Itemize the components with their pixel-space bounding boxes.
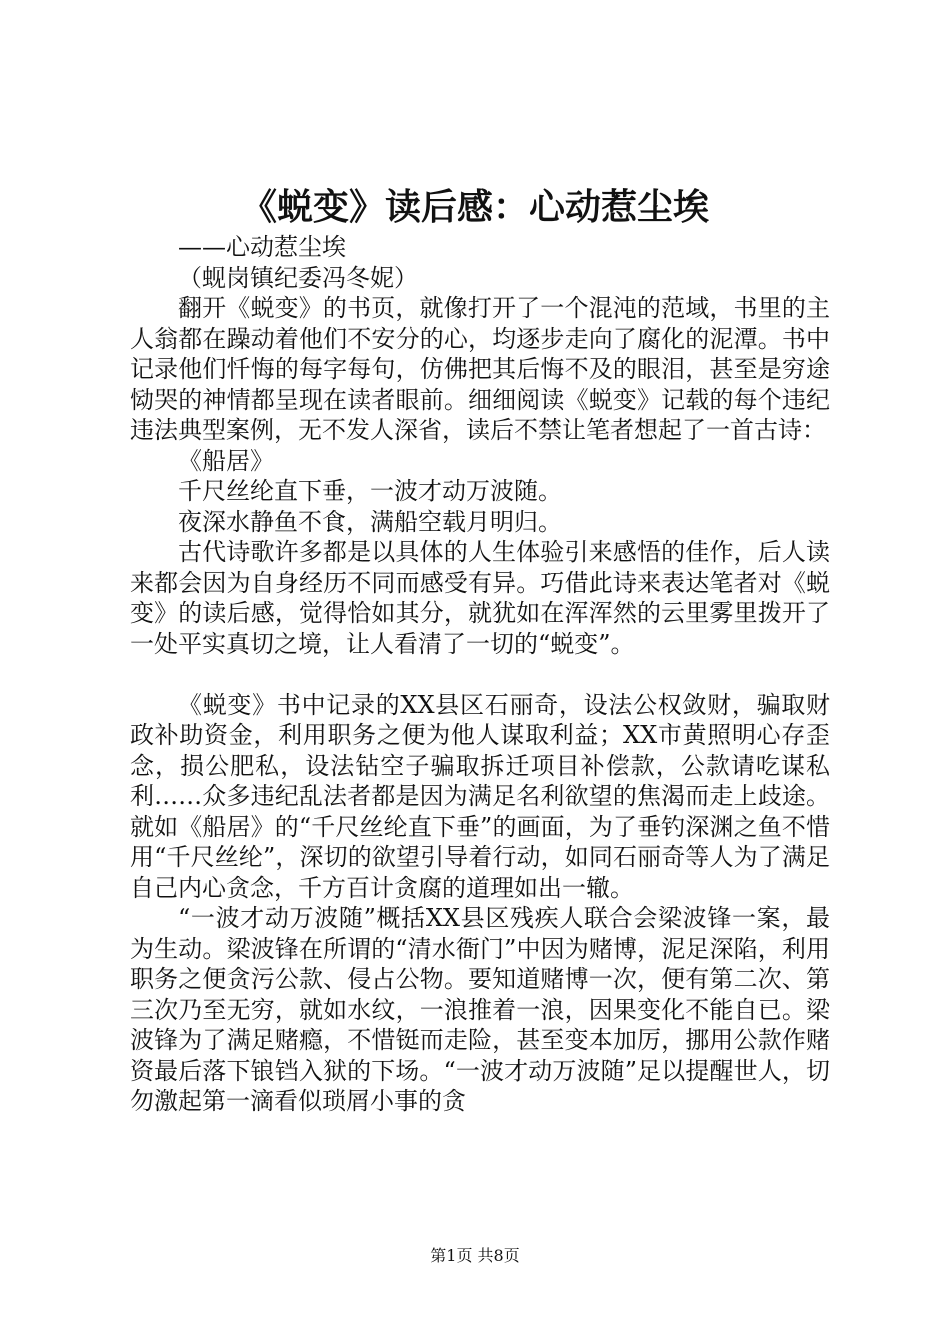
poem-line: 千尺丝纶直下垂，一波才动万波随。 bbox=[178, 477, 562, 505]
page-footer: 第1页 共8页 bbox=[430, 1246, 520, 1265]
paragraph: “一波才动万波随”概括XX县区残疾人联合会梁波锋一案，最为生动。梁波锋在所谓的“清水衙门”中因为赌博，泥足深陷，利用职务之便贪污公款、侵占公物。要知道赌博一次，便有第二次、第三次乃至无穷，就如水纹，一浪推着一浪，因果变化不能自已。梁波锋为了满足赌瘾，不惜铤而走险，甚至变本加厉，挪用公款作赌资最后落下锒铛入狱的下场。“一波才动万波随”足以提醒世人，切勿激起第一滴看似琐屑小事的贪 bbox=[130, 904, 830, 1115]
author-line: （蚬岗镇纪委冯冬妮） bbox=[178, 263, 418, 292]
document-body bbox=[130, 232, 830, 1117]
subtitle-line: ——心动惹尘埃 bbox=[178, 233, 346, 261]
document-title: 《蜕变》读后感：心动惹尘埃 bbox=[240, 186, 709, 228]
paragraph: 《蜕变》书中记录的XX县区石丽奇，设法公权敛财，骗取财政补助资金，利用职务之便为他人谋取利益；XX市黄照明心存歪念，损公肥私，设法钻空子骗取拆迁项目补偿款，公款请吃谋私利……众多违纪乱法者都是因为满足名利欲望的焦渴而走上歧途。就如《船居》的“千尺丝纶直下垂”的画面，为了垂钓深渊之鱼不惜用“千尺丝纶”，深切的欲望引导着行动，如同石丽奇等人为了满足自己内心贪念，千方百计贪腐的道理如出一辙。 bbox=[130, 690, 830, 902]
poem-line: 夜深水静鱼不食，满船空载月明归。 bbox=[178, 507, 562, 536]
blank-line bbox=[130, 659, 830, 690]
paragraph: 翻开《蜕变》的书页，就像打开了一个混沌的范域，书里的主人翁都在躁动着他们不安分的心，均逐步走向了腐化的泥潭。书中记录他们忏悔的每字每句，仿佛把其后悔不及的眼泪，甚至是穷途恸哭的神情都呈现在读者眼前。细细阅读《蜕变》记载的每个违纪违法典型案例，无不发人深省，读后不禁让笔者想起了一首古诗： bbox=[130, 294, 830, 444]
poem-title: 《船居》 bbox=[178, 446, 274, 475]
paragraph: 古代诗歌许多都是以具体的人生体验引来感悟的佳作，后人读来都会因为自身经历不同而感受有异。巧借此诗来表达笔者对《蜕变》的读后感，觉得恰如其分，就犹如在浑浑然的云里雾里拨开了一处平实真切之境，让人看清了一切的“蜕变”。 bbox=[130, 538, 830, 658]
